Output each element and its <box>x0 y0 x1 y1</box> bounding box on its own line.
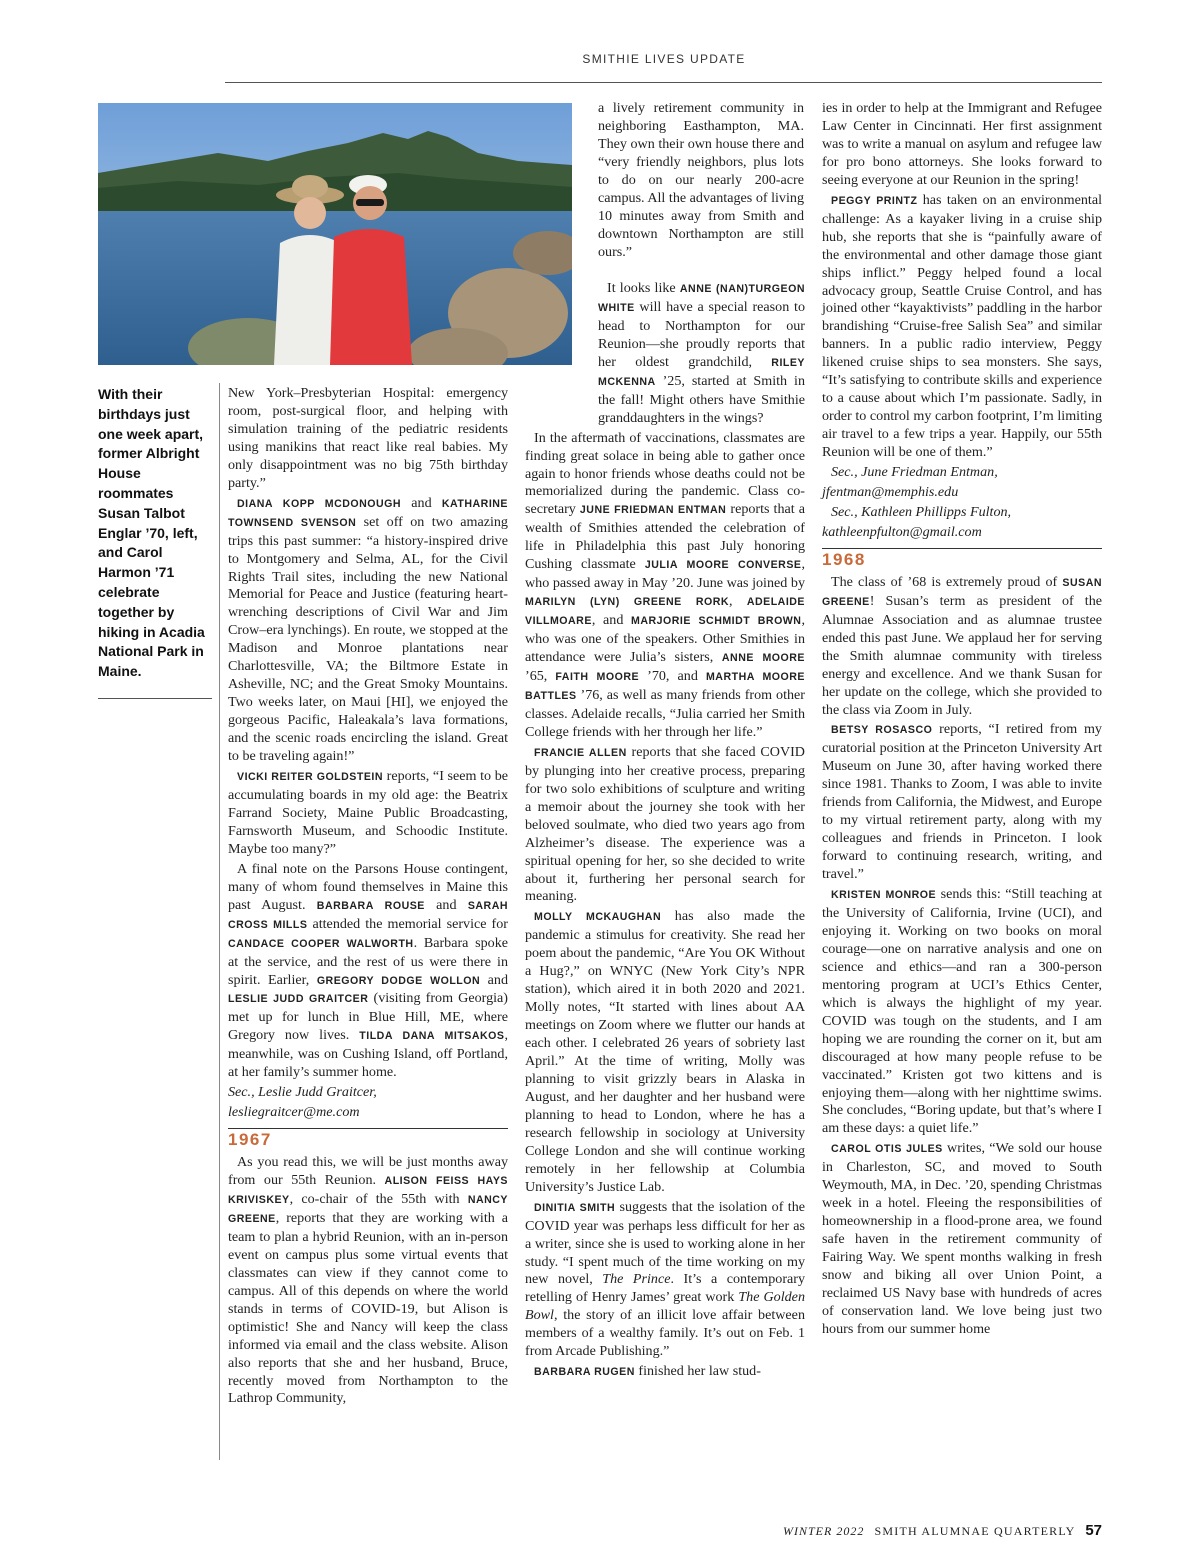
text: , and <box>591 612 632 629</box>
text: , reports that they are working with a team to plan a hybrid Reunion, with an in-person event on campus plus some virtual events that classmates can view if they cannot come to campus. All of this depends on where the world stands in terms of COVID-19, but Alison is optimistic! She and Nancy will keep the class informed via email and the class website. Alison also reports that she and her husband, Bruce, recently moved from Northampton to the Lathrop Community, <box>228 1209 508 1407</box>
caption-divider <box>98 698 212 699</box>
section-header: SMITHIE LIVES UPDATE <box>582 52 746 66</box>
column-2-top <box>598 100 804 264</box>
text: ! Susan’s term as president of the Alumnae Association and as alumnae trustee ended this past June. We applaud her for serving the Smith alumnae community with tireless energy and excellence. And we thank Susan for her update on the college, which she provided to the class via Zoom in July. <box>822 592 1102 718</box>
secretary-email[interactable]: lesliegraitcer@me.com <box>228 1104 360 1121</box>
paragraph: a lively retirement community in neighboring Easthampton, MA. They own their own house there and “very friendly neighbors, plus lots to do on our nearly 200-acre campus. All the advantages of living 10 minutes away from Smith and downtown Northampton are still ours.” <box>598 100 804 260</box>
classmate-name: CANDACE COOPER WALWORTH <box>228 937 414 950</box>
classmate-name: BARBARA ROUSE <box>316 899 425 912</box>
text: . It’s a contemporary retelling of Henry James’ great work <box>525 1271 806 1306</box>
photo-illustration <box>98 103 572 365</box>
classmate-name: ANNE MOORE <box>721 652 805 665</box>
classmate-name: ANNE (NAN)TURGEON WHITE <box>598 283 806 314</box>
paragraph <box>525 1199 805 1362</box>
text: , who passed away in May ’20. June was joined by <box>525 556 805 592</box>
text: In the aftermath of vaccinations, classmates are finding great solace in being able to gather once again to honor friends whose deaths could not be memorialized during the pandemic. Class co-secretary <box>525 429 805 518</box>
text: ’65, <box>525 668 556 685</box>
classmate-name: MARTHA MOORE BATTLES <box>525 671 805 702</box>
paragraph <box>525 1363 805 1382</box>
text: and <box>401 494 442 511</box>
classmate-name: MARILYN (LYN) GREENE RORK <box>525 596 730 609</box>
text: ’76, as well as many friends from other classes. Adelaide recalls, “Julia carried her Smith College friends with her through her life.” <box>525 686 805 740</box>
classmate-name: BARBARA RUGEN <box>534 1366 635 1379</box>
text: , co-chair of the 55th with <box>289 1190 468 1207</box>
column-2 <box>525 280 805 1384</box>
photo-caption: With their birthdays just one week apart, former Albright House roommates Susan Talbot Englar ’70, left, and Carol Harmon ’71 celebrate together by hiking in Acadia National Park in Maine. <box>98 386 205 680</box>
classmate-name: TILDA DANA MITSAKOS <box>359 1030 505 1043</box>
text: , who was one of the speakers. Other Smithies in attendance were Julia’s sisters, <box>525 612 805 666</box>
text: reports, “I seem to be accumulating boards in my old age: the Beatrix Farrand Society, Maine Public Broadcasting, Farnsworth Museum, and Schoodic Institute. Maybe too many?” <box>228 768 509 857</box>
text: . Barbara spoke at the service, and the rest of us were there in spirit. Earlier, <box>228 934 508 988</box>
classmate-name: FRANCIE ALLEN <box>534 746 627 759</box>
text: (visiting from Georgia) met up for lunch in Blue Hill, ME, where Gregory now lives. <box>228 990 509 1044</box>
publication-name: SMITH ALUMNAE QUARTERLY <box>874 1524 1076 1538</box>
classmate-name: JUNE FRIEDMAN ENTMAN <box>579 504 727 517</box>
classmate-name: ADELAIDE VILLMOARE <box>525 596 805 628</box>
paragraph <box>822 192 1102 462</box>
classmate-name: RILEY MCKENNA <box>598 356 805 388</box>
class-year-heading: 1968 <box>822 548 1102 572</box>
sunglasses <box>356 199 384 206</box>
text: set off on two amazing trips this past summer: “a history-inspired drive to Montgomery and Selma, AL, for the Civil Rights Trail sites, including the new National Memorial for Peace and Justice (featuring heart-wrenching descriptions of Civil War and Jim Crow–era lynchings). En route, we stopped at the Madison and Monroe plantations near Charlottesville, VA; the Biltmore Estate in Asheville, NC; and the Great Smoky Mountains. Two weeks later, on Maui [HI], we enjoyed the gorgeous Pacific, Haleakala’s lava formations, and the scenic roads encircling the island. Great to be traveling again!” <box>228 513 508 765</box>
hiking-photo <box>98 103 572 365</box>
classmate-name: VICKI REITER GOLDSTEIN <box>237 771 384 784</box>
classmate-name: KATHARINE TOWNSEND SVENSON <box>228 497 508 529</box>
paragraph <box>228 768 508 859</box>
paragraph <box>822 886 1102 1138</box>
column-1 <box>228 385 508 1410</box>
text: reports that a wealth of Smithies attended the celebration of life in Philadelphia this past July honoring Cushing classmate <box>525 501 805 573</box>
face <box>294 197 326 229</box>
column-divider <box>219 383 220 1460</box>
page-footer <box>783 1522 1102 1539</box>
text: has also made the pandemic a stimulus for creativity. She read her poem about the pandemic, “Are You OK Without a Hug?,” on WNYC (New York City’s NPR station), which aired it in both 2020 and 2021. Molly notes, “It started with lines about AA meetings on Zoom where we flutter our hands at each other. I celebrated 26 years of sobriety last April.” At the time of writing, Molly was planning to visit grizzly bears in Alaska in August, and her daughter and her husband were planning to head to London, where he has a research fellowship in sociology at University College London and she will continue working remotely in her fellowship at Columbia University’s Justice Lab. <box>525 908 805 1195</box>
classmate-name: DINITIA SMITH <box>534 1201 616 1214</box>
text: ’25, started at Smith in the fall! Might others have Smithie granddaughters in the wings? <box>598 372 805 426</box>
paragraph <box>525 430 805 742</box>
paragraph <box>228 495 508 766</box>
paragraph <box>525 744 805 907</box>
paragraph <box>822 574 1102 720</box>
paragraph <box>822 1140 1102 1338</box>
issue-label: WINTER 2022 <box>782 1524 865 1538</box>
classmate-name: PEGGY PRINTZ <box>831 194 918 207</box>
text: writes, “We sold our house in Charleston, SC, and moved to South Weymouth, MA, in Dec. ’20, spending Christmas week in a hotel. Fleeing the responsibilities of homeownership in a flood-prone area, we found safe haven in the retirement community of Fairing Way. We spent months walking in fresh snow and biking all over Union Point, a reclaimed US Navy base with hundreds of acres of conservation land. We love being just two hours from our summer home <box>822 1140 1102 1337</box>
text: As you read this, we will be just months away from our 55th Reunion. <box>228 1154 508 1189</box>
text: It looks like <box>607 280 680 296</box>
classmate-name: CAROL OTIS JULES <box>831 1143 943 1156</box>
text: , the story of an illicit love affair between members of a wealthy family. It’s out on Feb. 1 from Arcade Publishing.” <box>525 1307 805 1360</box>
class-year-heading: 1967 <box>228 1128 508 1152</box>
classmate-name: BETSY ROSASCO <box>831 724 933 737</box>
text: , <box>729 593 747 610</box>
secretary-name: Sec., June Friedman Entman, <box>831 464 998 481</box>
classmate-name: FAITH MOORE <box>555 671 640 684</box>
text: reports, “I retired from my curatorial position at the Princeton University Art Museum on June 30, after having worked there since 1981. Thanks to Zoom, I was able to invite friends from California, the Midwest, and Europe to my virtual retirement party, along with my colleagues and friends in Princeton. I look forward to continuing research, writing, and travel.” <box>822 721 1102 883</box>
book-title: The Golden Bowl <box>525 1289 805 1324</box>
text: attended the memorial service for <box>307 915 508 932</box>
classmate-name: NANCY GREENE <box>228 1193 508 1225</box>
text: finished her law stud- <box>634 1363 761 1380</box>
classmate-name: DIANA KOPP MCDONOUGH <box>237 497 402 510</box>
text: and <box>480 971 509 988</box>
classmate-name: MOLLY MCKAUGHAN <box>534 911 662 924</box>
paragraph: ies in order to help at the Immigrant and Refugee Law Center in Cincinnati. Her first assignment was to write a manual on asylum and refugee law for pro bono attorneys. She looks forward to seeing everyone at our Reunion in the spring! <box>822 100 1102 188</box>
text: has taken on an environmental challenge: As a kayaker living in a cruise ship hub, she reports that she is “painfully aware of the environmental and other damage those giant ships inflict.” Peggy helped found a local advocacy group, Seattle Cruise Control, and has joined other “kayaktivists” paddling in the harbor brandishing “Cruise-free Salish Sea” and similar banners. In a public radio interview, Peggy likened cruise ships to sea monsters. She says, “It’s satisfying to contribute skills and experience to a cause about which I’m passionate. Sadly, in order to control my carbon footprint, I’m limiting air travel to a few trips a year. Happily, our 55th Reunion will be one of them.” <box>822 191 1102 461</box>
paragraph: New York–Presbyterian Hospital: emergency room, post-surgical floor, and helping with simulation training of the pediatric residents using manikins that react like real babies. My only disappointment was no big 75th birthday party.” <box>228 385 508 491</box>
text: sends this: “Still teaching at the University of California, Irvine (UCI), and enjoying it. Working on two books on moral courage—one on narrative analysis and one on science and ethics—and ran a 300-person mentoring program at UCI’s Ethics Center, which is always the highlight of my year. COVID was tough on the students, and I am hoping we are rounding the corner on it, but am discouraged at how many people refuse to be vaccinated.” Kristen got two kittens and is enjoying them—along with her nighttime swims. She concludes, “Boring update, but that’s where I am these days: a quiet life.” <box>822 886 1102 1137</box>
classmate-name: LESLIE JUDD GRAITCER <box>228 993 369 1006</box>
secretary-email[interactable]: kathleenpfulton@gmail.com <box>822 523 982 540</box>
classmate-name: SARAH CROSS MILLS <box>228 899 508 931</box>
classmate-name: SUSAN GREENE <box>822 576 1102 608</box>
sun-hat <box>292 175 328 199</box>
header-divider <box>225 82 1102 83</box>
secretary-name: Sec., Kathleen Phillipps Fulton, <box>831 503 1012 520</box>
classmate-name: JULIA MOORE CONVERSE <box>644 559 802 572</box>
paragraph <box>525 908 805 1196</box>
paragraph <box>598 280 805 428</box>
text: , meanwhile, was on Cushing Island, off Portland, at her family’s summer home. <box>228 1027 508 1081</box>
book-title: The Prince <box>602 1271 671 1288</box>
paragraph <box>822 721 1102 884</box>
classmate-name: ALISON FEISS HAYS KRIVISKEY <box>228 1175 508 1206</box>
secretary-name: Sec., Leslie Judd Graitcer, <box>228 1084 377 1101</box>
text: will have a special reason to head to Northampton for our Reunion—she proudly reports that her oldest grandchild, <box>598 298 805 370</box>
text: The class of ’68 is extremely proud of <box>831 573 1063 590</box>
classmate-name: KRISTEN MONROE <box>831 889 937 902</box>
text: reports that she faced COVID by plunging into her creative process, preparing for two solo exhibitions of sculpture and writing a memoir about the journey she took with her beloved soulmate, who died two years ago from Alzheimer’s disease. The experience was a spiritual opening for her, so she decided to write about it, furthering her personal search for meaning. <box>525 743 805 905</box>
paragraph <box>228 1154 508 1408</box>
text: A final note on the Parsons House contingent, many of whom found themselves in Maine this past August. <box>228 860 508 913</box>
text: ’70, and <box>639 668 706 685</box>
text: suggests that the isolation of the COVID year was perhaps less difficult for her as a writer, since she is used to working alone in her study. “I spent much of the time working on my new novel, <box>525 1198 806 1288</box>
text: and <box>424 896 468 913</box>
red-shirt <box>330 229 412 365</box>
classmate-name: GREGORY DODGE WOLLON <box>316 974 481 987</box>
classmate-name: MARJORIE SCHMIDT BROWN <box>631 615 802 628</box>
page-number: 57 <box>1085 1522 1102 1539</box>
secretary-email[interactable]: jfentman@memphis.edu <box>822 484 959 501</box>
paragraph <box>228 861 508 1082</box>
column-3 <box>822 100 1102 1341</box>
